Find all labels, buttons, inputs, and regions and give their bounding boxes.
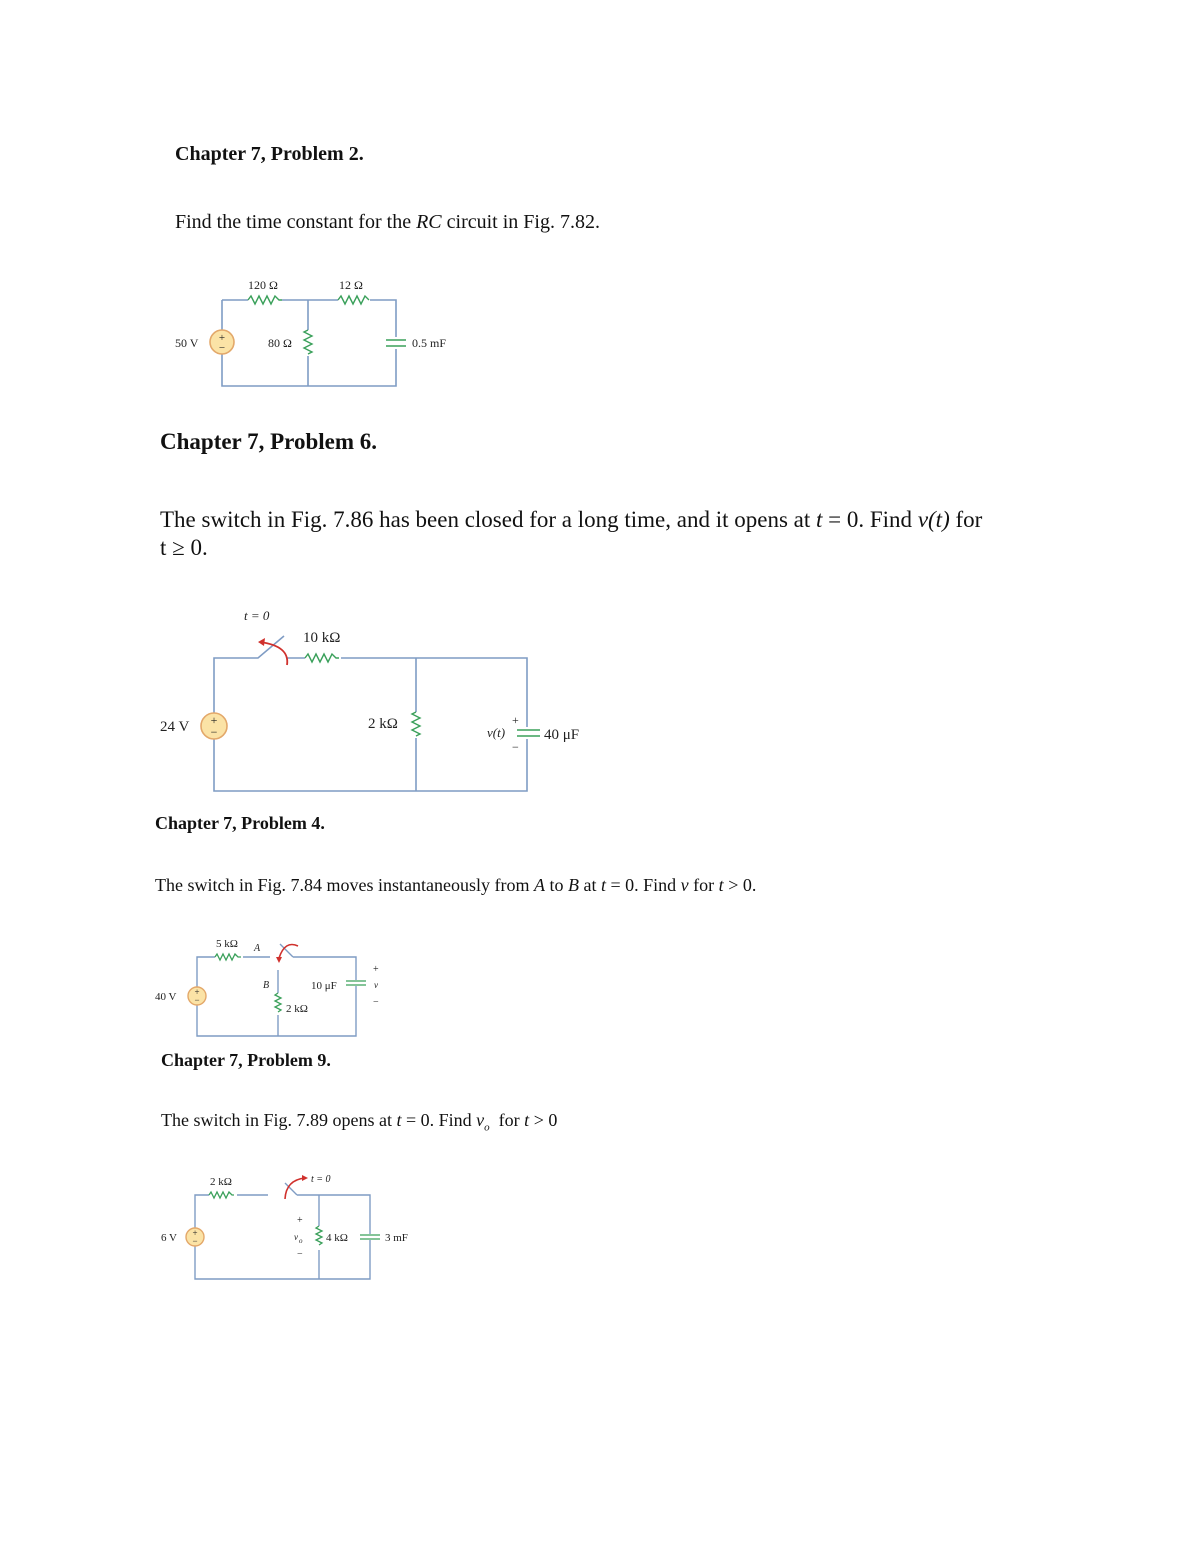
svg-text:−: − bbox=[512, 740, 519, 754]
svg-text:+: + bbox=[218, 332, 226, 344]
svg-text:t = 0: t = 0 bbox=[311, 1174, 331, 1185]
svg-text:50 V: 50 V bbox=[175, 336, 199, 350]
svg-text:12 Ω: 12 Ω bbox=[339, 278, 363, 292]
svg-text:B: B bbox=[263, 980, 270, 991]
svg-text:v: v bbox=[374, 980, 378, 990]
svg-text:2 kΩ: 2 kΩ bbox=[210, 1176, 232, 1188]
svg-text:+: + bbox=[297, 1215, 303, 1226]
problem-6-text: The switch in Fig. 7.86 has been closed for a long time, and it opens at t = 0. Find v(t) for t ≥ 0. bbox=[160, 507, 983, 560]
svg-text:3 mF: 3 mF bbox=[385, 1232, 408, 1244]
svg-text:−: − bbox=[297, 1249, 303, 1260]
problem-6-title: Chapter 7, Problem 6. bbox=[160, 429, 377, 454]
svg-text:5 kΩ: 5 kΩ bbox=[216, 938, 238, 950]
svg-text:+: + bbox=[373, 964, 379, 975]
svg-text:−: − bbox=[373, 997, 379, 1008]
svg-text:−: − bbox=[210, 725, 218, 739]
problem-2-text: Find the time constant for the RC circuit in Fig. 7.82. bbox=[175, 211, 600, 233]
svg-text:2 kΩ: 2 kΩ bbox=[286, 1003, 308, 1015]
svg-text:2 kΩ: 2 kΩ bbox=[368, 716, 398, 732]
svg-text:−: − bbox=[218, 342, 226, 354]
svg-text:6 V: 6 V bbox=[161, 1232, 177, 1244]
svg-text:80 Ω: 80 Ω bbox=[268, 336, 292, 350]
svg-text:−: − bbox=[192, 1236, 198, 1246]
svg-text:+: + bbox=[512, 713, 519, 727]
svg-text:10 μF: 10 μF bbox=[311, 980, 337, 992]
problem-9-title: Chapter 7, Problem 9. bbox=[161, 1050, 331, 1070]
problem-9-text: The switch in Fig. 7.89 opens at t = 0. Find $v_o$ for t > 0 bbox=[161, 1110, 558, 1134]
problem-2-title: Chapter 7, Problem 2. bbox=[175, 143, 364, 165]
problem-4-text: The switch in Fig. 7.84 moves instantaneously from A to B at t = 0. Find v for t > 0. bbox=[155, 875, 757, 895]
svg-text:40 μF: 40 μF bbox=[544, 727, 580, 743]
svg-text:10 kΩ: 10 kΩ bbox=[303, 630, 341, 646]
svg-text:A: A bbox=[254, 943, 261, 954]
svg-text:120 Ω: 120 Ω bbox=[248, 278, 278, 292]
switch-arrow-icon bbox=[285, 1178, 305, 1199]
svg-text:v: v bbox=[294, 1232, 298, 1242]
svg-text:+: + bbox=[210, 713, 218, 727]
svg-text:t = 0: t = 0 bbox=[244, 608, 270, 623]
svg-text:−: − bbox=[194, 995, 200, 1005]
svg-text:24 V: 24 V bbox=[160, 719, 190, 735]
svg-text:4 kΩ: 4 kΩ bbox=[326, 1232, 348, 1244]
svg-text:0.5 mF: 0.5 mF bbox=[412, 336, 447, 350]
svg-text:40 V: 40 V bbox=[155, 991, 177, 1003]
svg-text:+: + bbox=[192, 1228, 198, 1238]
svg-text:+: + bbox=[194, 987, 200, 997]
svg-text:v(t): v(t) bbox=[487, 725, 506, 740]
problem-4-title: Chapter 7, Problem 4. bbox=[155, 813, 325, 833]
svg-text:o: o bbox=[299, 1237, 303, 1245]
